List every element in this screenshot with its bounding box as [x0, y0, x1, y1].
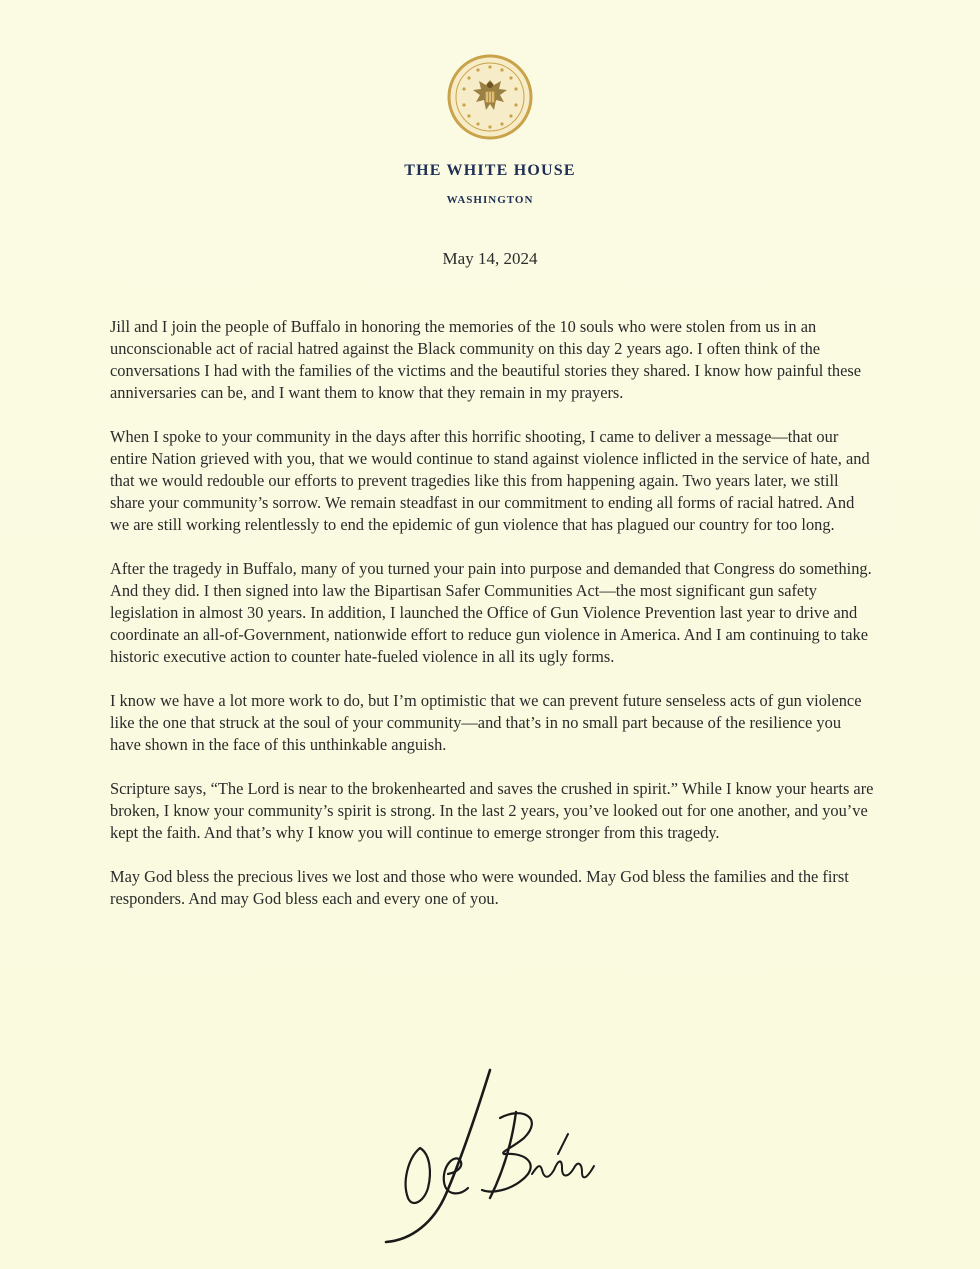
- paragraph: Jill and I join the people of Buffalo in honoring the memories of the 10 souls who were stolen from us in an unconscionable act of racial hatred against the Black community on this day 2 years ago. I often think of the conversations I had with the families of the victims and the beautiful stories they shared. I know how painful these anniversaries can be, and I want them to know that they remain in my prayers.: [110, 317, 862, 402]
- paragraph: When I spoke to your community in the days after this horrific shooting, I came to deliver a message—that our entire Nation grieved with you, that we would continue to stand against violence inflicted in the service of hate, and that we would redouble our efforts to prevent tragedies like this from happening again. Two years later, we still share your community’s sorrow. We remain steadfast in our commitment to ending all forms of racial hatred. And we are still working relentlessly to end the epidemic of gun violence that has plagued our country for too long.: [110, 427, 870, 534]
- presidential-seal-icon: [447, 54, 533, 140]
- paragraph: I know we have a lot more work to do, but I’m optimistic that we can prevent future senseless acts of gun violence like the one that struck at the soul of your community—and that’s in no small part because of the resilience you have shown in the face of this unthinkable anguish.: [110, 691, 862, 754]
- paragraph: After the tragedy in Buffalo, many of you turned your pain into purpose and demanded that Congress do something. And they did. I then signed into law the Bipartisan Safer Communities Act—the most significant gun safety legislation in almost 30 years. In addition, I launched the Office of Gun Violence Prevention last year to drive and coordinate an all-of-Government, nationwide effort to reduce gun violence in America. And I am continuing to take historic executive action to counter hate-fueled violence in all its ugly forms.: [110, 559, 872, 666]
- letterhead-title: THE WHITE HOUSE: [404, 162, 576, 179]
- paragraph: May God bless the precious lives we lost and those who were wounded. May God bless the families and the first responders. And may God bless each and every one of you.: [110, 867, 849, 908]
- letter-body: [110, 316, 875, 932]
- paragraph: Scripture says, “The Lord is near to the brokenhearted and saves the crushed in spirit.” While I know your hearts are broken, I know your community’s spirit is strong. In the last 2 years, you’ve looked out for one another, and you’ve kept the faith. And that’s why I know you will continue to emerge stronger from this tragedy.: [110, 779, 874, 842]
- letter-date: May 14, 2024: [442, 249, 538, 268]
- handwritten-signature-icon: [372, 1062, 602, 1252]
- letterhead-subtitle: WASHINGTON: [446, 194, 534, 206]
